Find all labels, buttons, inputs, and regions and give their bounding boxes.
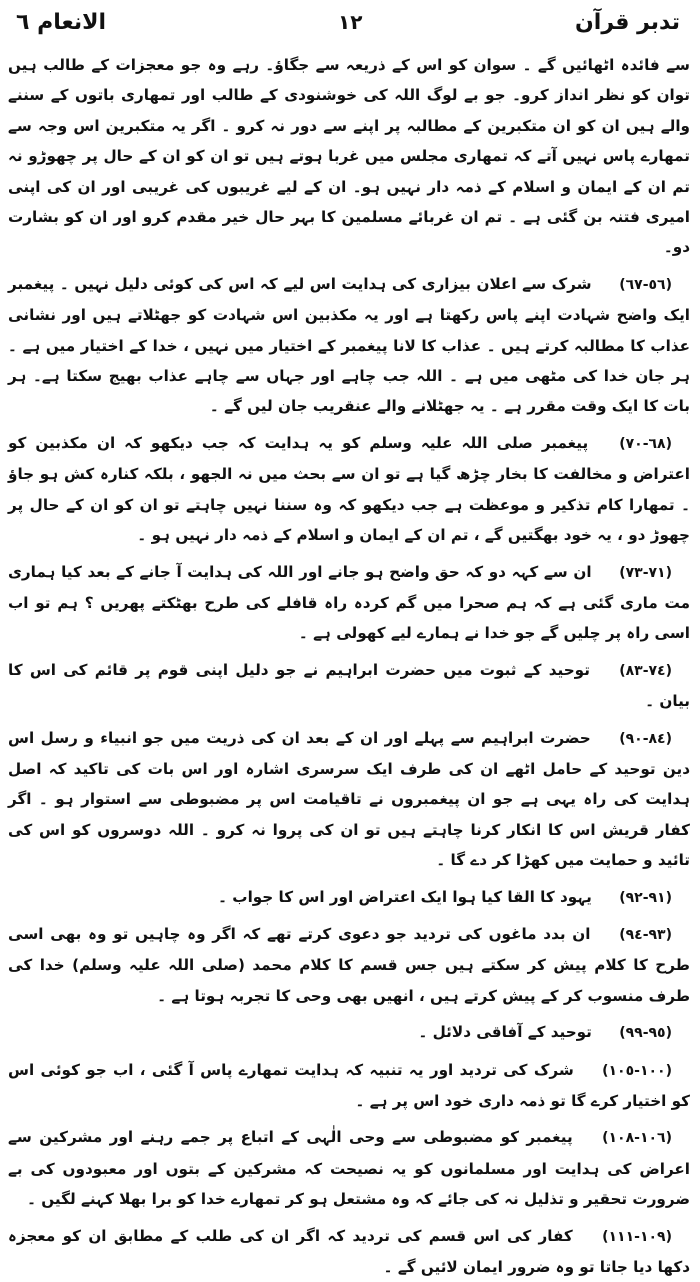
page-header (8, 6, 690, 50)
page-body (8, 50, 690, 1282)
paragraph-10 (8, 1122, 690, 1214)
paragraph-text: ان سے کہہ دو کہ حق واضح ہو جانے اور اللہ کی ہدایت آ جانے کے بعد کیا ہماری مت ماری گئی ہے کہ ہم صحرا میں گم کردہ راہ قافلے کی طرح بھٹکتے پھریں ؟ ہم تو اب اسی راہ پر چلیں گے جو خدا نے ہمارے لیے کھولی ہے ۔ (8, 562, 690, 643)
surah-label: الانعام ٦ (16, 10, 107, 35)
page-number: ۱۲ (338, 10, 363, 34)
paragraph-text: شرک کی تردید اور یہ تنبیہ کہ ہدایت تمھارے پاس آ گئی ، اب جو کوئی اس کو اختیار کرے گا تو ذمہ داری خود اس پر ہے ۔ (8, 1060, 690, 1110)
paragraph-1 (8, 269, 690, 422)
paragraph-7 (8, 919, 690, 1011)
paragraph-11 (8, 1221, 690, 1282)
paragraph-5 (8, 723, 690, 876)
verse-reference: (٧١-٧٣) (619, 564, 672, 581)
verse-reference: (٩١-٩٢) (619, 889, 672, 906)
paragraph-text: پیغمبر کو مضبوطی سے وحی الٰہی کے اتباع پر جمے رہنے اور مشرکین سے اعراض کی ہدایت اور مسلمانوں کو یہ نصیحت کہ مشرکین کے بتوں اور معبودوں کی بے ضرورت تحقیر و تذلیل نہ کی جائے کہ وہ مشتعل ہو کر تمھارے خدا کو برا بھلا کہنے لگیں ۔ (8, 1128, 690, 1209)
paragraph-9 (8, 1055, 690, 1117)
verse-reference: (١٠٩-١١١) (602, 1228, 672, 1245)
verse-reference: (١٠٦-١٠٨) (602, 1130, 672, 1147)
verse-reference: (٩٣-٩٤) (619, 926, 672, 943)
verse-reference: (٧٤-٨٣) (619, 662, 672, 679)
paragraph-6 (8, 882, 690, 913)
paragraph-text: پیغمبر صلی اللہ علیہ وسلم کو یہ ہدایت کہ جب دیکھو کہ ان مکذبین کو اعتراض و مخالفت کا بخار چڑھ گیا ہے تو ان سے بحث میں نہ الجھو ، بلکہ کنارہ کش ہو جاؤ ۔ تمھارا کام تذکیر و موعظت ہے جب دیکھو کہ وہ سننا نہیں چاہتے تو ان کو ان کے حال پر چھوڑ دو ، یہ خود بھگتیں گے ، تم ان کے ایمان و اسلام کے ذمہ دار نہیں ہو ۔ (8, 433, 690, 545)
paragraph-text: کفار کی اس قسم کی تردید کہ اگر ان کی طلب کے مطابق ان کو معجزہ دکھا دیا جاتا تو وہ ضرور ایمان لائیں گے ۔ (8, 1226, 690, 1277)
verse-reference: (٦٨-٧٠) (619, 435, 672, 452)
verse-reference: (٥٦-٦٧) (619, 276, 672, 293)
paragraph-text: یہود کا القا کیا ہوا ایک اعتراض اور اس کا جواب ۔ (218, 887, 592, 906)
paragraph-text: توحید کے آفاقی دلائل ۔ (418, 1023, 592, 1042)
paragraph-text: ان بدد ماغوں کی تردید جو دعوی کرتے تھے کہ اگر وہ چاہیں تو وہ بھی اسی طرح کا کلام پیش کر سکتے ہیں جس قسم کا کلام محمد (صلی اللہ علیہ وسلم) خدا کی طرف منسوب کر کے پیش کرتے ہیں ، انھیں بھی وحی کا تجربہ ہوتا ہے ۔ (8, 924, 690, 1005)
paragraph-text: سے فائدہ اٹھائیں گے ۔ سوان کو اس کے ذریعہ سے جگاؤ۔ رہے وہ جو معجزات کے طالب ہیں توان کو نظر انداز کرو۔ جو بے لوگ اللہ کی خوشنودی کے طالب اور تمھاری باتوں کے سننے والے ہیں ان کو ان متکبرین کے مطالبہ پر اپنے سے دور نہ کرو ۔ اگر یہ متکبرین اس وجہ سے تمھارے پاس نہیں آتے کہ تمھاری مجلس میں غربا ہوتے ہیں تو ان کو ان کے حال پر چھوڑو نہ تم ان کے ایمان و اسلام کے ذمہ دار نہیں ہو۔ ان کے لیے غریبوں کی غریبی اور ان کی اپنی امیری فتنہ بن گئی ہے ۔ تم ان غربائے مسلمین کا بہر حال خیر مقدم کرو اور ان کو بشارت دو۔ (8, 56, 690, 257)
verse-reference: (٨٤-٩٠) (619, 730, 672, 747)
paragraph-3 (8, 557, 690, 649)
paragraph-text: شرک سے اعلان بیزاری کی ہدایت اس لیے کہ اس کی کوئی دلیل نہیں ۔ پیغمبر ایک واضح شہادت اپنے پاس رکھتا ہے اور یہ مکذبین اس شہادت کو جھٹلاتے ہیں اور نشانی عذاب کا مطالبہ کرتے ہیں ۔ عذاب کا لانا پیغمبر کے اختیار میں نہیں ، خدا کے اختیار میں ہے ۔ ہر جان خدا کی مٹھی میں ہے ۔ اللہ جب چاہے اور جہاں سے چاہے عذاب بھیج سکتا ہے۔ ہر بات کا ایک وقت مقرر ہے ۔ یہ جھٹلانے والے عنقریب جان لیں گے ۔ (8, 274, 690, 416)
verse-reference: (١٠٠-١٠٥) (602, 1062, 672, 1079)
paragraph-2 (8, 428, 690, 551)
paragraph-4 (8, 655, 690, 717)
paragraph-text: توحید کے ثبوت میں حضرت ابراہیم نے جو دلیل اپنی قوم پر قائم کی اس کا بیان ۔ (8, 660, 690, 711)
paragraph-8 (8, 1017, 690, 1048)
verse-reference: (٩٥-٩٩) (619, 1025, 672, 1042)
book-title: تدبر قرآن (575, 10, 680, 35)
paragraph-0 (8, 50, 690, 263)
paragraph-text: حضرت ابراہیم سے پہلے اور ان کے بعد ان کی ذریت میں جو انبیاء و رسل اس دین توحید کے حامل اٹھے ان کی طرف ایک سرسری اشارہ اور اس بات کی تاکید کہ اصل ہدایت کی راہ یہی ہے جو ان پیغمبروں نے تاقیامت اس پر مضبوطی سے استوار ہو ۔ اگر کفار قریش اس کا انکار کرنا چاہتے ہیں تو ان کی پروا نہ کرو ۔ اللہ دوسروں کو اس کی تائید و حمایت میں کھڑا کر دے گا ۔ (8, 728, 690, 870)
